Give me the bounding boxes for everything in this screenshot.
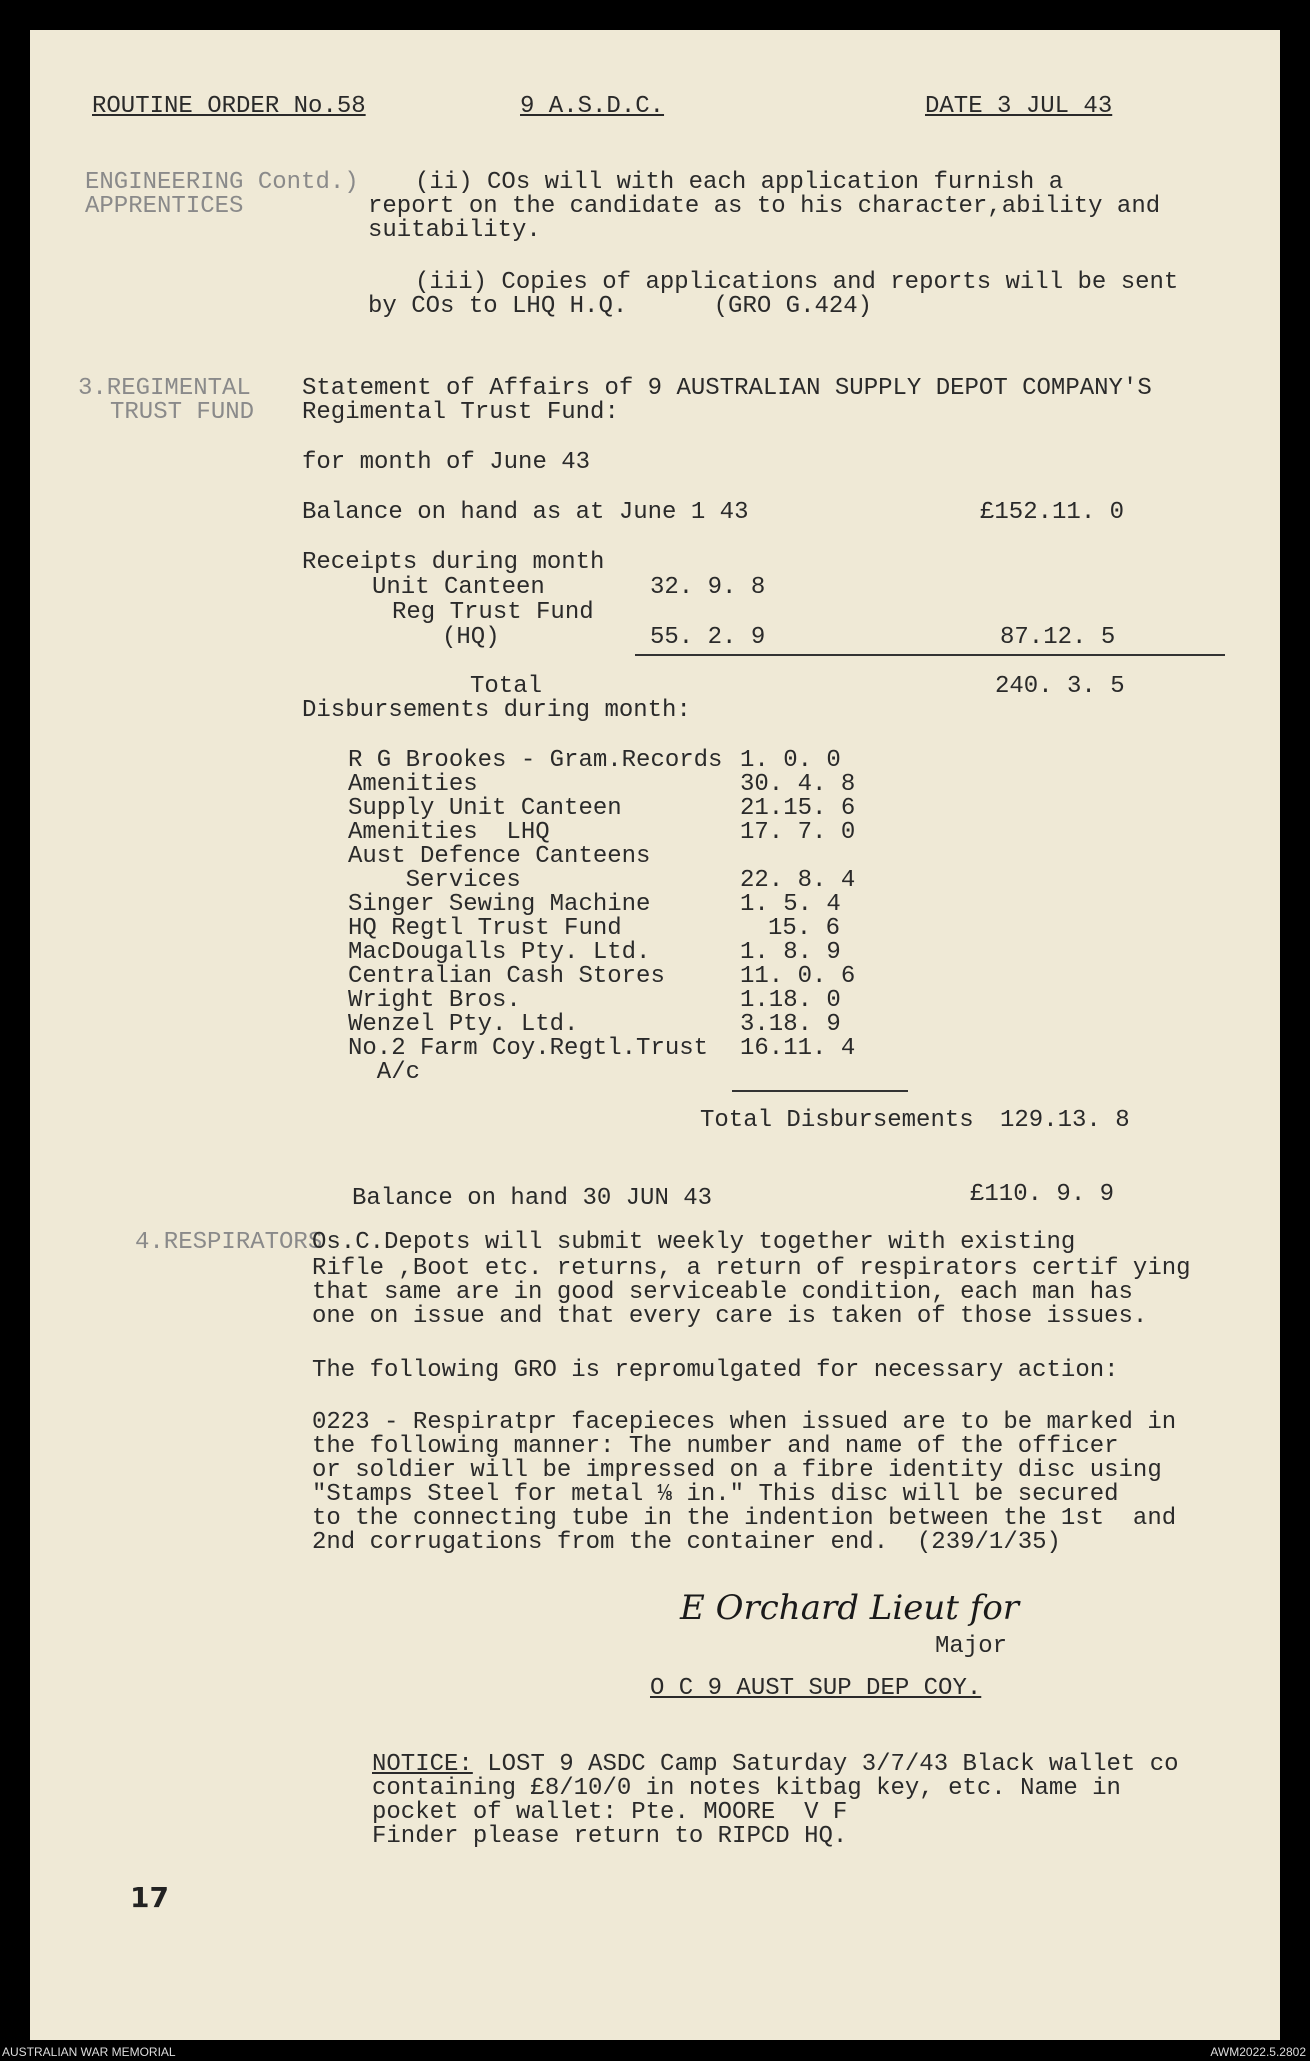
respirators-line-10: to the connecting tube in the indention between the 1st and <box>312 1505 1177 1532</box>
list-item <box>348 820 908 844</box>
respirators-line-4: one on issue and that every care is taken of those issues. <box>312 1303 1148 1330</box>
notice-line-2: containing £8/10/0 in notes kitbag key, etc. Name in <box>372 1775 1121 1802</box>
notice-line-1-text: LOST 9 ASDC Camp Saturday 3/7/43 Black wallet co <box>472 1751 1179 1778</box>
closing-balance-label: Balance on hand 30 JUN 43 <box>352 1185 713 1212</box>
disbursement-value: 3.18. 9 <box>740 1011 841 1038</box>
disbursement-label: Wright Bros. <box>348 987 521 1014</box>
engineering-para-ii-line-2: report on the candidate as to his character,ability and <box>368 193 1161 220</box>
disbursements-total-rule <box>732 1090 908 1092</box>
disbursements-label: Disbursements during month: <box>302 697 691 724</box>
list-item <box>348 796 908 820</box>
engineering-para-iii-line-1: (iii) Copies of applications and reports will be sent <box>415 269 1179 296</box>
page-handwritten-mark: 17 <box>130 1881 169 1914</box>
disbursement-label: R G Brookes - Gram.Records <box>348 747 723 774</box>
routine-order-number: ROUTINE ORDER No.58 <box>92 93 366 120</box>
disbursement-label: Services <box>348 867 521 894</box>
document-page <box>30 30 1280 2040</box>
disbursement-value: 1. 5. 4 <box>740 891 841 918</box>
list-item <box>348 748 908 772</box>
list-item <box>348 772 908 796</box>
engineering-margin-heading-2: APPRENTICES <box>85 193 244 220</box>
list-item <box>348 916 908 940</box>
opening-balance-label: Balance on hand as at June 1 43 <box>302 499 749 526</box>
respirators-line-5: The following GRO is repromulgated for necessary action: <box>312 1357 1119 1384</box>
engineering-para-iii-line-2: by COs to LHQ H.Q. (GRO G.424) <box>368 293 873 320</box>
signature-handwriting: E Orchard Lieut for <box>680 1588 1020 1628</box>
list-item <box>348 964 908 988</box>
closing-balance-value: £110. 9. 9 <box>970 1181 1115 1208</box>
disbursement-label: Amenities LHQ <box>348 819 550 846</box>
disbursements-list <box>348 748 908 1084</box>
disbursement-value: 21.15. 6 <box>740 795 856 822</box>
receipt-trust-fund-label-2: (HQ) <box>442 624 500 651</box>
trust-title-line-2: Regimental Trust Fund: <box>302 399 619 426</box>
respirators-line-2: Rifle ,Boot etc. returns, a return of respirators certif ying <box>312 1255 1191 1282</box>
trust-margin-heading: 3.REGIMENTAL <box>78 375 251 402</box>
disbursement-label: Supply Unit Canteen <box>348 795 622 822</box>
receipt-trust-fund-label: Reg Trust Fund <box>392 599 594 626</box>
list-item <box>348 1012 908 1036</box>
disbursement-label: Amenities <box>348 771 478 798</box>
list-item <box>348 988 908 1012</box>
disbursement-value: 11. 0. 6 <box>740 963 856 990</box>
disbursement-label: Centralian Cash Stores <box>348 963 665 990</box>
respirators-line-7: the following manner: The number and name of the officer <box>312 1433 1119 1460</box>
disbursement-value: 15. 6 <box>768 915 841 942</box>
notice-line-4: Finder please return to RIPCD HQ. <box>372 1823 848 1850</box>
respirators-line-11: 2nd corrugations from the container end. (239/1/35) <box>312 1529 1061 1556</box>
receipt-trust-fund-value: 55. 2. 9 <box>650 624 766 651</box>
respirators-line-3: that same are in good serviceable condition, each man has <box>312 1279 1133 1306</box>
total-disbursements-label: Total Disbursements <box>700 1107 974 1134</box>
disbursement-label: Wenzel Pty. Ltd. <box>348 1011 579 1038</box>
disbursement-label: No.2 Farm Coy.Regtl.Trust <box>348 1035 709 1062</box>
receipts-label: Receipts during month <box>302 549 605 576</box>
disbursement-value: 30. 4. 8 <box>740 771 856 798</box>
receipt-unit-canteen-value: 32. 9. 8 <box>650 574 766 601</box>
engineering-para-ii-line-3: suitability. <box>368 217 541 244</box>
footer-archive-name: AUSTRALIAN WAR MEMORIAL <box>2 2045 176 2059</box>
trust-title-line-1: Statement of Affairs of 9 AUSTRALIAN SUPPLY DEPOT COMPANY'S <box>302 375 1152 402</box>
footer-accession-number: AWM2022.5.2802 <box>1210 2045 1306 2059</box>
receipts-total-rule <box>635 654 1225 656</box>
list-item <box>348 1036 908 1060</box>
receipts-total-value: 87.12. 5 <box>1000 624 1116 651</box>
receipt-unit-canteen-label: Unit Canteen <box>372 574 545 601</box>
respirators-line-6: 0223 - Respiratpr facepieces when issued are to be marked in <box>312 1409 1177 1436</box>
order-date: DATE 3 JUL 43 <box>925 93 1113 120</box>
list-item <box>348 1060 908 1084</box>
disbursement-value: 1. 0. 0 <box>740 747 841 774</box>
list-item <box>348 844 908 868</box>
opening-balance-value: £152.11. 0 <box>980 499 1125 526</box>
unit-designation: 9 A.S.D.C. <box>520 93 665 120</box>
list-item <box>348 868 908 892</box>
disbursement-label: MacDougalls Pty. Ltd. <box>348 939 651 966</box>
trust-margin-heading-2: TRUST FUND <box>110 399 255 426</box>
notice-heading: NOTICE: <box>372 1751 473 1778</box>
list-item <box>348 940 908 964</box>
disbursement-label: Aust Defence Canteens <box>348 843 651 870</box>
total-disbursements-value: 129.13. 8 <box>1000 1107 1130 1134</box>
engineering-margin-heading: ENGINEERING Contd.) <box>85 169 359 196</box>
disbursement-label: A/c <box>348 1059 421 1086</box>
disbursement-label: Singer Sewing Machine <box>348 891 651 918</box>
disbursement-label: HQ Regtl Trust Fund <box>348 915 622 942</box>
disbursement-value: 17. 7. 0 <box>740 819 856 846</box>
engineering-para-ii-line-1: (ii) COs will with each application furnish a <box>415 169 1064 196</box>
notice-line-3: pocket of wallet: Pte. MOORE V F <box>372 1799 848 1826</box>
disbursement-value: 1. 8. 9 <box>740 939 841 966</box>
total-label: Total <box>470 673 543 700</box>
respirators-line-8: or soldier will be impressed on a fibre identity disc using <box>312 1457 1162 1484</box>
signatory-office: O C 9 AUST SUP DEP COY. <box>650 1675 982 1702</box>
disbursement-value: 22. 8. 4 <box>740 867 856 894</box>
list-item <box>348 892 908 916</box>
respirators-line-9: "Stamps Steel for metal ⅛ in." This disc will be secured <box>312 1481 1119 1508</box>
total-value: 240. 3. 5 <box>995 673 1125 700</box>
disbursement-value: 1.18. 0 <box>740 987 841 1014</box>
signatory-rank: Major <box>935 1633 1008 1660</box>
respirators-line-1: Os.C.Depots will submit weekly together with existing <box>312 1229 1076 1256</box>
trust-month: for month of June 43 <box>302 449 591 476</box>
disbursement-value: 16.11. 4 <box>740 1035 856 1062</box>
respirators-margin-heading: 4.RESPIRATORS <box>135 1229 323 1256</box>
